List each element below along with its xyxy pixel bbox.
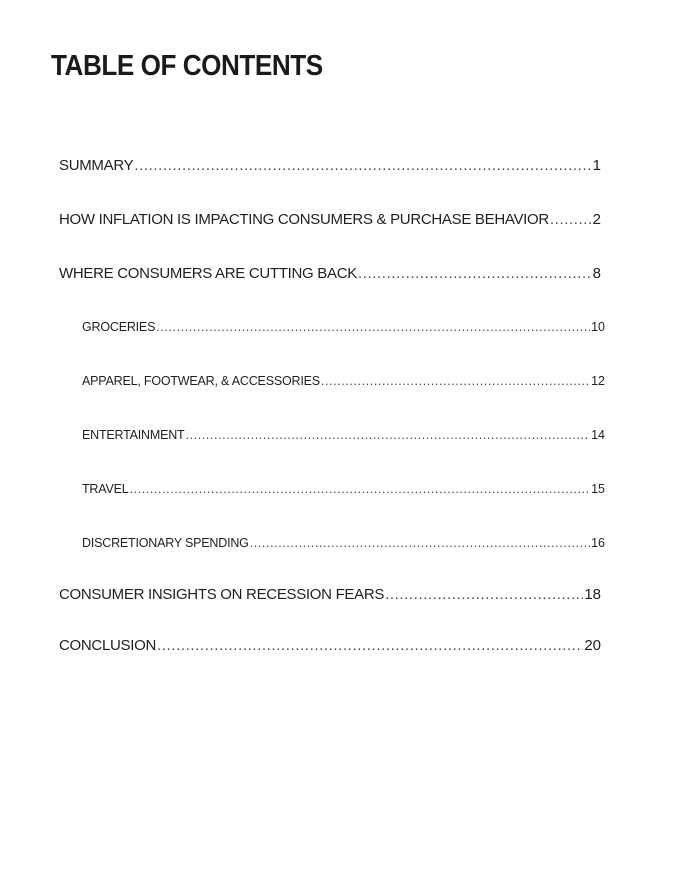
- toc-entry-page-number: 15: [591, 482, 605, 496]
- dot-leader: [358, 265, 592, 282]
- toc-entry-discretionary-spending[interactable]: [82, 536, 605, 550]
- dot-leader: [157, 637, 583, 654]
- toc-entry-travel[interactable]: [82, 482, 605, 496]
- toc-entry-page-number: 16: [591, 536, 605, 550]
- toc-entry-page-number: 18: [584, 586, 601, 603]
- toc-entry-conclusion[interactable]: [59, 637, 601, 654]
- dot-leader: [130, 482, 591, 496]
- dot-leader: [186, 428, 591, 442]
- toc-entry-recession-fears[interactable]: [59, 586, 601, 603]
- toc-entry-summary[interactable]: [59, 157, 601, 174]
- toc-entry-page-number: 2: [592, 211, 601, 228]
- toc-entry-label: APPAREL, FOOTWEAR, & ACCESSORIES: [82, 374, 320, 388]
- toc-entry-entertainment[interactable]: [82, 428, 605, 442]
- toc-entry-label: SUMMARY: [59, 157, 134, 174]
- toc-entry-cutting-back[interactable]: [59, 265, 601, 282]
- dot-leader: [250, 536, 590, 550]
- toc-entry-page-number: 1: [592, 157, 601, 174]
- toc-entry-page-number: 8: [592, 265, 601, 282]
- dot-leader: [156, 320, 590, 334]
- toc-entry-page-number: 14: [591, 428, 605, 442]
- toc-entry-apparel[interactable]: [82, 374, 605, 388]
- toc-entry-label: TRAVEL: [82, 482, 129, 496]
- toc-entry-page-number: 10: [591, 320, 605, 334]
- dot-leader: [550, 211, 592, 228]
- toc-entry-label: CONCLUSION: [59, 637, 157, 654]
- toc-entry-page-number: 20: [584, 637, 601, 654]
- dot-leader: [321, 374, 590, 388]
- toc-entry-label: HOW INFLATION IS IMPACTING CONSUMERS & PURCHASE BEHAVIOR: [59, 211, 549, 228]
- toc-entry-page-number: 12: [591, 374, 605, 388]
- toc-entry-label: GROCERIES: [82, 320, 156, 334]
- toc-entry-label: DISCRETIONARY SPENDING: [82, 536, 249, 550]
- toc-entry-groceries[interactable]: [82, 320, 605, 334]
- toc-entry-label: ENTERTAINMENT: [82, 428, 185, 442]
- toc-entry-inflation-impact[interactable]: [59, 211, 601, 228]
- toc-entry-label: CONSUMER INSIGHTS ON RECESSION FEARS: [59, 586, 385, 603]
- dot-leader: [134, 157, 591, 174]
- dot-leader: [385, 586, 583, 603]
- toc-entry-label: WHERE CONSUMERS ARE CUTTING BACK: [59, 265, 357, 282]
- page-title: TABLE OF CONTENTS: [51, 50, 323, 82]
